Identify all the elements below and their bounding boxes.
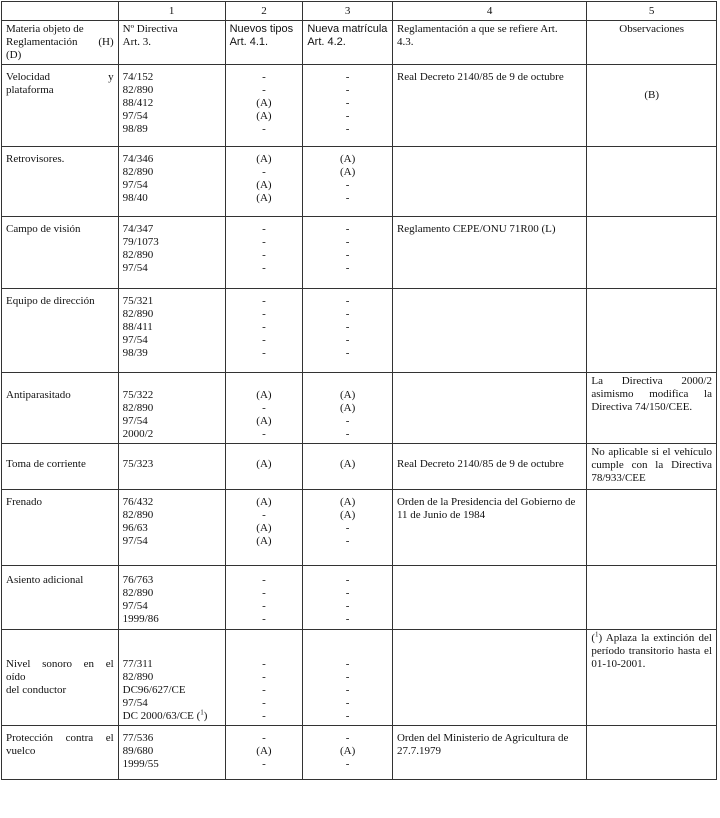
- matricula-item: -: [345, 236, 350, 248]
- table-row: [2, 65, 717, 147]
- materia-cell: [2, 490, 119, 566]
- table-row: [2, 490, 717, 566]
- nuevos-item: (A): [256, 535, 272, 547]
- nuevos-cell: [225, 147, 303, 217]
- matricula-cell: [303, 490, 393, 566]
- materia-line: Velocidad y: [6, 71, 114, 83]
- matricula-item: -: [345, 334, 350, 346]
- matricula-item: -: [345, 732, 350, 744]
- materia-cell: [2, 217, 119, 289]
- directiva-item: 76/432: [122, 496, 154, 508]
- observaciones-cell: [587, 490, 717, 566]
- materia-line: Antiparasitado: [6, 389, 71, 401]
- observaciones-cell: [587, 726, 717, 780]
- matricula-item: -: [345, 262, 350, 274]
- header-observaciones: Observaciones: [587, 21, 717, 65]
- materia-line: Asiento adicional: [6, 574, 84, 586]
- matricula-item: (A): [339, 153, 356, 165]
- matricula-cell: [303, 566, 393, 630]
- directiva-item: 1999/86: [122, 613, 159, 625]
- header-row: [2, 21, 717, 65]
- materia-cell: [2, 566, 119, 630]
- directiva-item: 96/63: [122, 522, 148, 534]
- nuevos-item: -: [262, 166, 266, 178]
- nuevos-cell: [225, 630, 303, 726]
- observaciones-cell: [587, 289, 717, 373]
- reglamentacion-cell: [392, 373, 586, 444]
- nuevos-item: (A): [256, 192, 272, 204]
- matricula-item: -: [345, 308, 350, 320]
- matricula-cell: [303, 65, 393, 147]
- directivas-cell: [118, 65, 225, 147]
- directivas-cell: [118, 147, 225, 217]
- matricula-item: -: [345, 179, 350, 191]
- directivas-cell: [118, 217, 225, 289]
- materia-cell: [2, 65, 119, 147]
- directiva-item: 97/54: [122, 262, 148, 274]
- matricula-item: -: [345, 658, 350, 670]
- nuevos-item: -: [262, 321, 266, 333]
- directiva-item: 97/54: [122, 334, 148, 346]
- table-row: [2, 630, 717, 726]
- nuevos-item: -: [262, 600, 266, 612]
- header-matricula: [303, 21, 393, 65]
- matricula-item: (A): [339, 389, 356, 401]
- header-nuevos-line1: Nuevos tipos: [229, 23, 294, 35]
- matricula-item: (A): [339, 402, 356, 414]
- directiva-item: 82/890: [122, 249, 154, 261]
- table-row: [2, 373, 717, 444]
- directivas-cell: [118, 289, 225, 373]
- matricula-item: -: [345, 587, 350, 599]
- directiva-item: 76/763: [122, 574, 154, 586]
- nuevos-item: -: [262, 402, 266, 414]
- materia-cell: [2, 289, 119, 373]
- directivas-cell: [118, 373, 225, 444]
- observaciones-cell: La Directiva 2000/2 asimismo modifica la Directiva 74/150/CEE.: [587, 373, 717, 444]
- matricula-cell: [303, 147, 393, 217]
- observaciones-text: (B): [644, 89, 660, 101]
- directiva-item: 97/54: [122, 600, 148, 612]
- directiva-item: 77/536: [122, 732, 154, 744]
- regulation-sheet: [1, 1, 719, 816]
- nuevos-item: (A): [256, 153, 272, 165]
- nuevos-item: -: [262, 587, 266, 599]
- matricula-item: -: [345, 428, 350, 440]
- directiva-item: 97/54: [122, 535, 148, 547]
- directivas-cell: [118, 444, 225, 490]
- matricula-item: (A): [339, 745, 356, 757]
- nuevos-item: -: [262, 509, 266, 521]
- header-materia-line2: [6, 36, 114, 49]
- materia-line: plataforma: [6, 84, 54, 96]
- directiva-item: 75/323: [122, 458, 154, 470]
- nuevos-item: (A): [256, 522, 272, 534]
- nuevos-item: -: [262, 262, 266, 274]
- nuevos-item: -: [262, 697, 266, 709]
- nuevos-item: -: [262, 223, 266, 235]
- matricula-item: -: [345, 522, 350, 534]
- matricula-item: -: [345, 321, 350, 333]
- reglamentacion-cell: [392, 147, 586, 217]
- header-reglamentacion-line2: 4.3.: [396, 36, 414, 48]
- directiva-item: 98/89: [122, 123, 148, 135]
- header-directiva-line1: Nº Directiva: [122, 23, 178, 35]
- matricula-item: -: [345, 249, 350, 261]
- reglamentacion-cell: Real Decreto 2140/85 de 9 de octubre: [392, 444, 586, 490]
- matricula-item: -: [345, 223, 350, 235]
- matricula-item: -: [345, 295, 350, 307]
- nuevos-item: -: [262, 710, 266, 722]
- header-nuevos: [225, 21, 303, 65]
- matricula-cell: [303, 726, 393, 780]
- table-row: [2, 726, 717, 780]
- matricula-item: (A): [339, 458, 356, 470]
- matricula-item: (A): [339, 509, 356, 521]
- matricula-cell: [303, 289, 393, 373]
- observaciones-cell: [587, 65, 717, 147]
- header-directiva-line2: Art. 3.: [122, 36, 152, 48]
- directiva-item: 82/890: [122, 671, 154, 683]
- matricula-item: -: [345, 123, 350, 135]
- nuevos-cell: [225, 65, 303, 147]
- directiva-item: 75/321: [122, 295, 154, 307]
- matricula-item: -: [345, 84, 350, 96]
- directiva-item: 89/680: [122, 745, 154, 757]
- materia-line: Frenado: [6, 496, 43, 508]
- header-matricula-line2: Art. 4.2.: [307, 36, 346, 48]
- nuevos-item: -: [262, 732, 266, 744]
- header-matricula-line1: Nueva matrícula: [307, 23, 388, 35]
- nuevos-cell: [225, 726, 303, 780]
- matricula-item: -: [345, 684, 350, 696]
- nuevos-item: -: [262, 684, 266, 696]
- observaciones-cell: [587, 147, 717, 217]
- column-number-5: 5: [587, 2, 717, 21]
- directiva-item: 75/322: [122, 389, 154, 401]
- nuevos-cell: [225, 217, 303, 289]
- column-number-1: 1: [118, 2, 225, 21]
- header-nuevos-line2: Art. 4.1.: [229, 36, 269, 48]
- header-materia: [2, 21, 119, 65]
- nuevos-item: (A): [256, 415, 272, 427]
- matricula-cell: [303, 217, 393, 289]
- matricula-item: -: [345, 600, 350, 612]
- matricula-cell: [303, 444, 393, 490]
- matricula-cell: [303, 373, 393, 444]
- matricula-item: -: [345, 710, 350, 722]
- observaciones-cell: No aplicable si el vehículo cumple con la Directiva 78/933/CEE: [587, 444, 717, 490]
- directiva-item: 88/411: [122, 321, 153, 333]
- observaciones-cell: [587, 217, 717, 289]
- column-number-row: [2, 2, 717, 21]
- materia-line: Equipo de dirección: [6, 295, 95, 307]
- reglamentacion-cell: Orden de la Presidencia del Gobierno de 11 de Junio de 1984: [392, 490, 586, 566]
- directiva-item: 82/890: [122, 587, 154, 599]
- nuevos-item: -: [262, 428, 266, 440]
- matricula-item: -: [345, 97, 350, 109]
- directiva-item: 79/1073: [122, 236, 159, 248]
- directiva-item: DC96/627/CE: [122, 684, 186, 696]
- nuevos-item: (A): [256, 179, 272, 191]
- header-reglamentacion-line1: Reglamentación a que se refiere Art.: [396, 23, 558, 35]
- materia-line: Nivel sonoro en el: [6, 658, 114, 670]
- matricula-item: -: [345, 758, 350, 770]
- matricula-item: -: [345, 613, 350, 625]
- materia-line: Protección contra el: [6, 732, 114, 744]
- nuevos-item: (A): [256, 496, 272, 508]
- reglamentacion-cell: [392, 630, 586, 726]
- nuevos-item: -: [262, 574, 266, 586]
- materia-cell: [2, 373, 119, 444]
- column-number-4: 4: [392, 2, 586, 21]
- header-materia-line2a: Reglamentación: [6, 36, 78, 48]
- matricula-item: -: [345, 192, 350, 204]
- directivas-cell: [118, 566, 225, 630]
- table-row: [2, 289, 717, 373]
- directiva-item: 88/412: [122, 97, 154, 109]
- matricula-item: -: [345, 347, 350, 359]
- matricula-item: -: [345, 697, 350, 709]
- nuevos-item: -: [262, 236, 266, 248]
- directiva-item: 97/54: [122, 110, 148, 122]
- directiva-item: 98/40: [122, 192, 148, 204]
- materia-cell: [2, 726, 119, 780]
- directiva-item: 82/890: [122, 308, 154, 320]
- directiva-item: 82/890: [122, 509, 154, 521]
- directiva-item: 97/54: [122, 697, 148, 709]
- nuevos-cell: [225, 289, 303, 373]
- header-reglamentacion: [392, 21, 586, 65]
- directiva-item: 82/890: [122, 84, 154, 96]
- directiva-item: 1999/55: [122, 758, 159, 770]
- directiva-item: 74/347: [122, 223, 154, 235]
- materia-cell: [2, 630, 119, 726]
- directiva-item: 82/890: [122, 402, 154, 414]
- table-row: [2, 444, 717, 490]
- matricula-item: -: [345, 574, 350, 586]
- reglamentacion-cell: [392, 566, 586, 630]
- nuevos-item: -: [262, 308, 266, 320]
- directiva-item: 97/54: [122, 415, 148, 427]
- directiva-item: 97/54: [122, 179, 148, 191]
- nuevos-item: (A): [256, 97, 272, 109]
- materia-line: vuelco: [6, 745, 36, 757]
- nuevos-item: (A): [256, 110, 272, 122]
- reglamentacion-cell: Real Decreto 2140/85 de 9 de octubre: [392, 65, 586, 147]
- directiva-item: 2000/2: [122, 428, 154, 440]
- table-row: [2, 217, 717, 289]
- header-materia-line2b: (H): [98, 36, 114, 48]
- matricula-item: (A): [339, 166, 356, 178]
- regulation-table: [1, 1, 717, 780]
- nuevos-item: (A): [256, 458, 272, 470]
- directivas-cell: [118, 490, 225, 566]
- materia-line: del conductor: [6, 684, 67, 696]
- nuevos-item: -: [262, 758, 266, 770]
- nuevos-item: (A): [256, 389, 272, 401]
- matricula-item: -: [345, 535, 350, 547]
- matricula-cell: [303, 630, 393, 726]
- matricula-item: -: [345, 671, 350, 683]
- nuevos-cell: [225, 373, 303, 444]
- directiva-item: DC 2000/63/CE ($^1$): [122, 708, 208, 722]
- materia-line: Toma de corriente: [6, 458, 86, 470]
- materia-line: Retrovisores.: [6, 153, 65, 165]
- column-number-2: 2: [225, 2, 303, 21]
- nuevos-item: -: [262, 249, 266, 261]
- observaciones-cell: ($^1$) Aplaza la extinción del período transitorio hasta el 01-10-2001.: [587, 630, 717, 726]
- nuevos-item: -: [262, 613, 266, 625]
- header-directiva: [118, 21, 225, 65]
- header-materia-line3: (D): [6, 49, 22, 61]
- matricula-item: -: [345, 110, 350, 122]
- nuevos-cell: [225, 490, 303, 566]
- matricula-item: -: [345, 415, 350, 427]
- nuevos-item: -: [262, 295, 266, 307]
- nuevos-cell: [225, 566, 303, 630]
- reglamentacion-cell: [392, 289, 586, 373]
- nuevos-item: -: [262, 84, 266, 96]
- nuevos-item: -: [262, 334, 266, 346]
- nuevos-item: -: [262, 71, 266, 83]
- directivas-cell: [118, 630, 225, 726]
- materia-line: oído: [6, 671, 26, 683]
- reglamentacion-cell: Reglamento CEPE/ONU 71R00 (L): [392, 217, 586, 289]
- nuevos-item: (A): [256, 745, 272, 757]
- nuevos-cell: [225, 444, 303, 490]
- nuevos-item: -: [262, 347, 266, 359]
- header-materia-line1: Materia objeto de: [6, 23, 84, 35]
- matricula-item: (A): [339, 496, 356, 508]
- directiva-item: 82/890: [122, 166, 154, 178]
- matricula-item: -: [345, 71, 350, 83]
- column-number-3: 3: [303, 2, 393, 21]
- directivas-cell: [118, 726, 225, 780]
- nuevos-item: -: [262, 123, 266, 135]
- nuevos-item: -: [262, 658, 266, 670]
- nuevos-item: -: [262, 671, 266, 683]
- materia-cell: [2, 147, 119, 217]
- table-row: [2, 147, 717, 217]
- materia-cell: [2, 444, 119, 490]
- column-number-cell-empty: [2, 2, 119, 21]
- directiva-item: 74/346: [122, 153, 154, 165]
- table-row: [2, 566, 717, 630]
- reglamentacion-cell: Orden del Ministerio de Agricultura de 27.7.1979: [392, 726, 586, 780]
- materia-line: Campo de visión: [6, 223, 81, 235]
- observaciones-cell: [587, 566, 717, 630]
- directiva-item: 77/311: [122, 658, 153, 670]
- directiva-item: 98/39: [122, 347, 148, 359]
- directiva-item: 74/152: [122, 71, 154, 83]
